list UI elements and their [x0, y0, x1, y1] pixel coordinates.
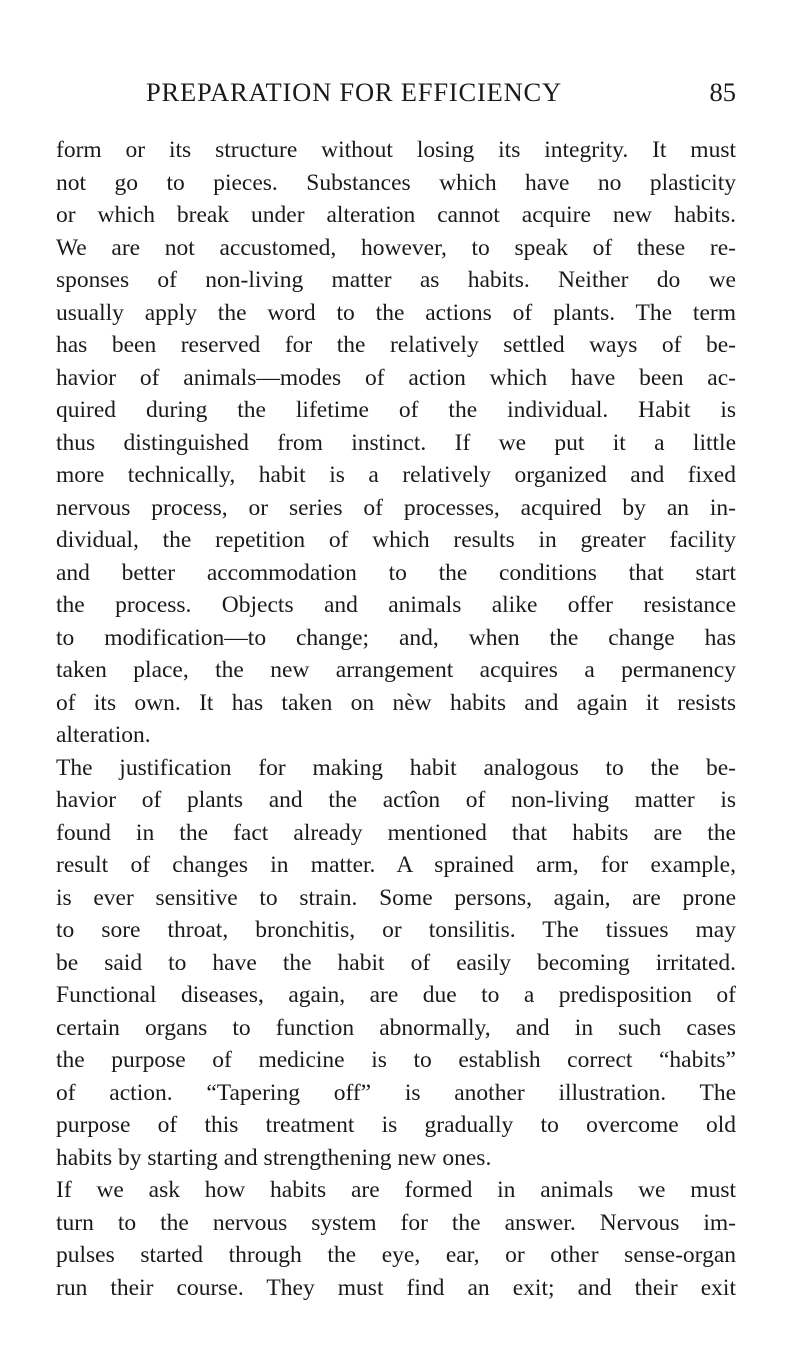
text-line: of action. “Tapering off” is another illustration. The — [56, 1079, 736, 1106]
text-line: The justification for making habit analogous to the be- — [56, 754, 736, 781]
text-line: to sore throat, bronchitis, or tonsilitis. The tissues may — [56, 917, 736, 943]
running-title: PREPARATION FOR EFFICIENCY — [146, 77, 562, 107]
text-line: pulses started through the eye, ear, or other sense-organ — [56, 1242, 736, 1268]
text-line: run their course. They must find an exit; and their exit — [56, 1274, 736, 1301]
text-line: thus distinguished from instinct. If we put it a little — [56, 429, 736, 456]
text-line: be said to have the habit of easily becoming irritated. — [56, 949, 736, 976]
text-line: more technically, habit is a relatively organized and fixed — [56, 462, 736, 488]
body-text — [56, 134, 736, 1304]
text-line: turn to the nervous system for the answer. Nervous im- — [56, 1209, 736, 1236]
text-line: dividual, the repetition of which results in greater facility — [56, 527, 736, 553]
text-line: purpose of this treatment is gradually to overcome old — [56, 1112, 736, 1138]
text-line: sponses of non-living matter as habits. Neither do we — [56, 267, 736, 293]
text-line: the process. Objects and animals alike offer resistance — [56, 592, 736, 618]
text-line: or which break under alteration cannot acquire new habits. — [56, 202, 736, 228]
text-line: of its own. It has taken on nèw habits and again it resists — [56, 689, 736, 716]
text-line: not go to pieces. Substances which have no plasticity — [56, 169, 736, 196]
text-line: habits by starting and strengthening new ones. — [56, 1144, 492, 1171]
page-number: 85 — [709, 77, 736, 107]
text-line: found in the fact already mentioned that habits are the — [56, 819, 736, 846]
text-line: quired during the lifetime of the individual. Habit is — [56, 397, 736, 423]
text-line: usually apply the word to the actions of plants. The term — [56, 299, 736, 326]
text-line: and better accommodation to the conditions that start — [56, 559, 736, 586]
text-line: nervous process, or series of processes, acquired by an in- — [56, 494, 736, 521]
text-line: taken place, the new arrangement acquires a permanency — [56, 657, 736, 683]
text-line: form or its structure without losing its integrity. It must — [56, 137, 736, 163]
text-line: havior of animals—modes of action which have been ac- — [56, 364, 736, 391]
running-head — [56, 72, 736, 122]
text-line: certain organs to function abnormally, and in such cases — [56, 1014, 736, 1041]
text-line: Functional diseases, again, are due to a predisposition of — [56, 982, 736, 1008]
text-line: has been reserved for the relatively settled ways of be- — [56, 332, 736, 358]
text-line: If we ask how habits are formed in animals we must — [56, 1177, 736, 1203]
text-line: alteration. — [56, 722, 151, 748]
text-line: the purpose of medicine is to establish correct “habits” — [56, 1047, 736, 1073]
text-line: is ever sensitive to strain. Some persons, again, are prone — [56, 884, 736, 911]
text-line: havior of plants and the actîon of non-living matter is — [56, 787, 736, 813]
text-line: result of changes in matter. A sprained arm, for example, — [56, 852, 736, 878]
book-page — [56, 72, 736, 1301]
text-line: to modification—to change; and, when the change has — [56, 624, 736, 651]
text-line: We are not accustomed, however, to speak of these re- — [56, 234, 736, 261]
